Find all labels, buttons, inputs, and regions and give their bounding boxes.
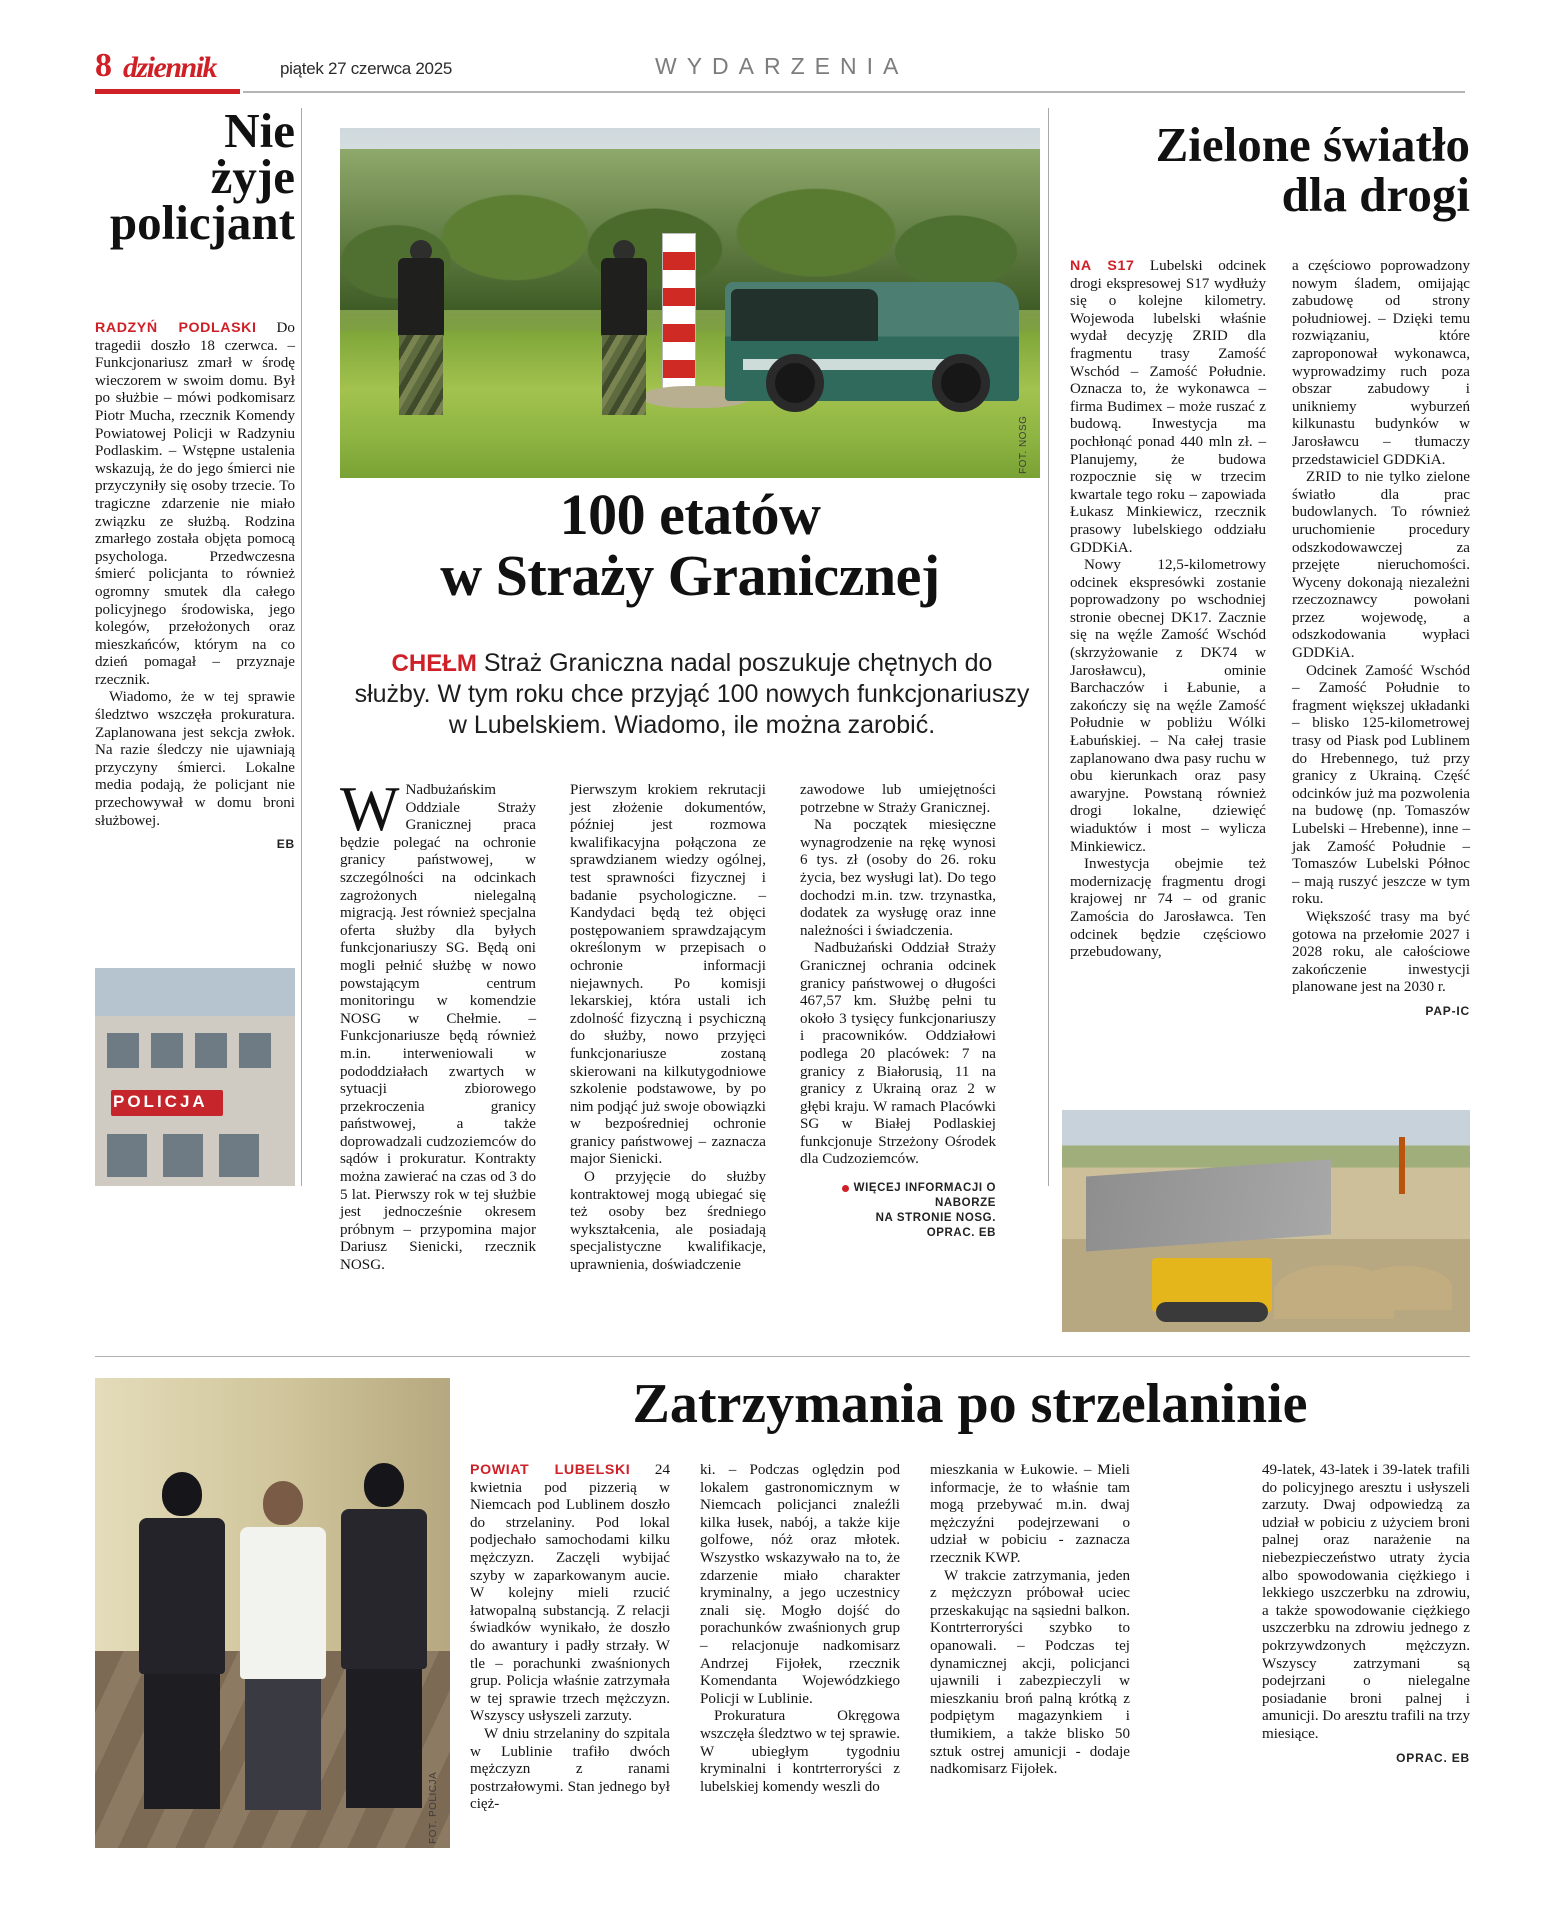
window <box>239 1033 271 1068</box>
masthead <box>95 47 1465 95</box>
column-rule <box>1048 108 1049 1186</box>
balaclava-head <box>162 1472 202 1516</box>
lede-text: Straż Graniczna nadal poszukuje chętnych do służby. W tym roku chce przyjąć 100 nowych funkcjonariuszy w Lubelskiem. Wiadomo, ile można zarobić. <box>354 649 1030 739</box>
paragraph: WNadbużańskim Oddziale Straży Granicznej praca będzie polegać na ochronie granicy państwowej, w szczególności na odcinkach zagrożonych nielegalną migracją. Jest również specjalna oferta służby dla byłych funkcjonariuszy SG. Będą oni mogli pełnić służbę w nowo powstającym centrum monitoringu w komendzie NOSG w Chełmie. – Funkcjonariusze będą również m.in. interweniowali w pododdziałach zwartych w sytuacji zbiorowego przekroczenia granicy państwowej, a także doprowadzali cudzoziemców do sądów i prokuratur. Kontrakty można zawierać na czas od 3 do 5 lat. Pierwszy rok w tej służbie jest jednocześnie okresem próbnym – przypomina major Dariusz Sienicki, rzecznik NOSG. <box>340 774 536 1274</box>
legs <box>245 1679 321 1811</box>
byline-right: PAP-IC <box>1425 1003 1470 1018</box>
dateline-s17: NA S17 <box>1070 258 1135 274</box>
paragraph: Odcinek Zamość Wschód – Zamość Południe to fragment większej układanki – blisko 125-kilometrowej trasy od Piask pod Lublinem do Hrebennego, tuż przy granicy z Ukrainą. Część odcinków już ma pozwolenia na budowę (np. Tomaszów Lubelski – Hrebenne), inne – jak Zamość Południe – Tomaszów Lubelski Północ – mają ruszyć jeszcze w tym roku. <box>1292 662 1470 908</box>
paragraph: a częściowo poprowadzony nowym śladem, omijając zabudowę od strony południowej. – Dzięki temu rozwiązaniu, które zaproponował wykonawca, wyprowadzimy ruch poza obszar zabudowy i unikniemy wyburzeń kilkunastu budynków w Jarosławcu – tłumaczy przedstawiciel GDDKiA. <box>1292 258 1470 468</box>
paragraph: Do tragedii doszło 18 czerwca. – Funkcjonariusz zmarł w środę wieczorem w swoim domu. Był po służbie – mówi podkomisarz Piotr Mucha, rzecznik Komendy Powiatowej Policji w Radzyniu Podlaskim. – Wstępne ustalenia wskazują, że do jego śmierci nie przyczyniły się osoby trzecie. To tragiczne zdarzenie nie miało związku ze służbą. Rodzina zmarłego została objęta pomocą psychologa. Przedwczesna śmierć policjanta to również ogromny smutek dla całego policyjnego środowiska, jego kolegów, przełożonych oraz mieszkańców, którym na co dzień pomagał – przyznaje rzecznik. <box>95 320 295 688</box>
border-guard-photo <box>340 128 1040 478</box>
headline-line-2: dla drogi <box>1281 167 1470 223</box>
center-column-1 <box>340 774 536 1275</box>
center-column-3 <box>800 782 996 1241</box>
bottom-column-1 <box>470 1462 670 1814</box>
legs <box>144 1674 220 1809</box>
officer-masked-right <box>329 1463 439 1811</box>
dateline-chelm: CHEŁM <box>391 650 477 677</box>
road-construction-photo <box>1062 1110 1470 1332</box>
page-number: 8 <box>95 47 111 84</box>
paragraph: W trakcie zatrzymania, jeden z mężczyzn próbował uciec przeskakując na sąsiedni balkon. Kontrterroryści szybko to opanowali. – Podczas tej dynamicznej akcji, policjanci ujawnili i zabezpieczyli w mieszkaniu broń palną krótką z podpiętym magazynkiem i tłumikiem, a także blisko 50 sztuk ostrej amunicji - dodaje nadkomisarz Fijołek. <box>930 1567 1130 1778</box>
officer-legs <box>602 335 646 416</box>
paragraph: Na początek miesięczne wynagrodzenie na rękę wynosi 6 tys. zł (osoby do 26. roku życia, bez wysługi lat). Do tego dochodzi m.in. tzw. trzynastka, dodatek za wysługę oraz inne należności i świadczenia. <box>800 817 996 939</box>
headline-line-3: policjant <box>109 195 295 251</box>
article-bottom-headline <box>470 1373 1470 1435</box>
paragraph: Prokuratura Okręgowa wszczęła śledztwo w tej sprawie. W ubiegłym tygodniu kryminalni i kontrterroryści z lubelskiej komendy weszli do <box>700 1708 900 1795</box>
detained-man-center <box>223 1481 343 1810</box>
photo-credit: FOT. POLICJA <box>428 1771 439 1844</box>
bulldozer <box>1152 1258 1272 1312</box>
dateline-powiat: POWIAT LUBELSKI <box>470 1462 631 1478</box>
paragraph: ki. – Podczas oględzin pod lokalem gastronomicznym w Niemcach policjanci znaleźli kilka łusek, nabój, a także kije golfowe, nóż oraz młotek. Wszystko wskazywało na to, że zdarzenie miało charakter kryminalny, a jego uczestnicy znali się. Mogło dojść do porachunków zwaśnionych grup – relacjonuje nadkomisarz Andrzej Fijołek, rzecznik Komendanta Wojewódzkiego Policji w Lublinie. <box>700 1462 900 1707</box>
border-guard-officer <box>592 240 656 415</box>
vehicle-cabin <box>731 289 878 341</box>
note-line-1: WIĘCEJ INFORMACJI O NABORZE <box>853 1182 996 1210</box>
roadway <box>1086 1159 1331 1252</box>
officer-torso <box>398 258 444 339</box>
headline-line-1: Nie <box>224 103 295 158</box>
paragraph: ZRID to nie tylko zielone światło dla prac budowlanych. To również uruchomienie procedury odszkodowawczej za przejęte nieruchomości. Wyceny dokonają niezależni rzeczoznawcy powołani przez wojewodę, a odszkodowania wypłaci GDDKiA. <box>1292 469 1470 662</box>
head-blurred <box>263 1481 303 1525</box>
byline-left: EB <box>276 837 295 852</box>
section-divider <box>95 1356 1470 1357</box>
vehicle-tyre <box>932 354 990 412</box>
window <box>163 1134 203 1178</box>
balaclava-head <box>364 1463 404 1507</box>
headline-line-2: w Straży Granicznej <box>440 542 940 608</box>
detention-photo <box>95 1378 450 1848</box>
headline-line-2: żyje <box>210 149 295 205</box>
crane <box>1399 1137 1405 1195</box>
note-credit: OPRAC. EB <box>926 1227 996 1240</box>
paragraph: Pierwszym krokiem rekrutacji jest złożenie dokumentów, później jest rozmowa kwalifikacyjna połączona ze sprawdzianem wiedzy ogólnej, test sprawności fizycznej i badanie psychologiczne. – Kandydaci będą też objęci postępowaniem sprawdzającym określonym w przepisach o ochronie informacji niejawnych. Po komisji lekarskiej, która ustali ich zdolność fizyczną i psychiczną do służby, nowo przyjęci funkcjonariusze zostaną skierowani na kilkutygodniowe szkolenie podstawowe, by po nim podjąć już swoje obowiązki w bezpośredniej ochronie granicy państwowej – zaznacza major Sienicki. <box>570 782 766 1168</box>
paragraph: Nowy 12,5-kilometrowy odcinek ekspresówki zostanie poprowadzony po wschodniej stronie obecnej DK17. Zacznie się na węźle Zamość Wschód (skrzyżowanie z DK74 w Jarosławcu), ominie Barchaczów i Łabunie, a zakończy się na węźle Zamość Południe w pobliżu Wólki Łabuńskiej. – Na całej trasie zaplanowano dwa pasy ruchu w obu kierunkach oraz pasy awaryjne. Powstaną również drogi lokalne, dziewięć wiaduktów i most – wylicza Minkiewicz. <box>1070 557 1266 855</box>
article-left <box>95 103 295 251</box>
bottom-column-4 <box>1262 1462 1470 1767</box>
paragraph: Wiadomo, że w tej sprawie śledztwo wszczęła prokuratura. Zaplanowana jest sekcja zwłok. Na razie śledczy nie ujawniają przyczyny śmierci. Lokalne media podają, że policjant nie przechowywał w domu broni służbowej. <box>95 689 295 829</box>
dateline-radzyn: RADZYŃ PODLASKI <box>95 320 257 336</box>
masthead-grey-rule <box>243 91 1465 93</box>
article-center-lede <box>352 648 1032 741</box>
info-note <box>800 1181 996 1241</box>
bottom-column-3 <box>930 1462 1130 1779</box>
center-column-2 <box>570 782 766 1275</box>
paragraph: 49-latek, 43-latek i 39-latek trafili do policyjnego aresztu i usłyszeli zarzuty. Dwaj odpowiedzą za udział w pobiciu z użyciem broni palnej oraz narażenie na niebezpieczeństwo utraty życia albo spowodowania ciężkiego i lekkiego uszczerbku na zdrowiu, a także spowodowanie ciężkiego uszczerbku na zdrowiu jednego z pokrzywdzonych mężczyzn. Wszyscy zatrzymani są podejrzani o nielegalne posiadanie broni palnej i amunicji. Do aresztu trafili na trzy miesiące. <box>1262 1462 1470 1742</box>
police-sign-text: POLICJA <box>113 1092 208 1112</box>
window <box>107 1134 147 1178</box>
paragraph: Nadbużański Oddział Straży Granicznej ochrania odcinek granicy państwowej o długości 467,57 km. Służbę pełni tu około 3 tysięcy funkcjonariuszy i pracowników. Oddziałowi podlega 20 placówek: 7 na granicy z Białorusią, 11 na granicy z Ukrainą oraz 2 w głębi kraju. W ramach Placówki SG w Białej Podlaskiej funkcjonuje Strzeżony Ośrodek dla Cudzoziemców. <box>800 940 996 1168</box>
border-guard-officer <box>389 240 453 415</box>
paragraph: zawodowe lub umiejętności potrzebne w Straży Granicznej. <box>800 782 996 816</box>
legs <box>346 1669 422 1808</box>
window <box>219 1134 259 1178</box>
headline-text: Zatrzymania po strzelaninie <box>632 1373 1308 1435</box>
newspaper-logo: dziennik <box>123 51 217 84</box>
paragraph: Lubelski odcinek drogi ekspresowej S17 wydłuży się o kolejne kilometry. Wojewoda lubelski właśnie wydał decyzję ZRID dla fragmentu trasy Zamość Wschód – Zamość Południe. Oznacza to, że wykonawca – firma Budimex – może ruszać z budową. Inwestycja ma pochłonąć ponad 440 mln zł. – Planujemy, że budowa rozpocznie się w trzecim kwartale tego roku – zapowiada Łukasz Minkiewicz, rzecznik prasowy lubelskiego oddziału GDDKiA. <box>1070 258 1266 556</box>
window <box>107 1033 139 1068</box>
white-tshirt <box>240 1527 326 1678</box>
window <box>151 1033 183 1068</box>
border-guard-vehicle <box>725 282 1019 401</box>
issue-date: piątek 27 czerwca 2025 <box>280 59 453 78</box>
note-line-2: NA STRONIE NOSG. <box>875 1212 996 1225</box>
article-center-headline <box>340 482 1040 608</box>
article-left-body <box>95 320 295 854</box>
window <box>195 1033 227 1068</box>
paragraph: Większość trasy ma być gotowa na przełomie 2027 i 2028 roku, ale całościowe zakończenie inwestycji planowane jest na 2030 r. <box>1292 908 1470 996</box>
paragraph: O przyjęcie do służby kontraktowej mogą ubiegać się też osoby bez średniego wykształcenia, ale posiadają specjalistyczne kwalifikacje, uprawnienia, doświadczenie <box>570 1169 766 1274</box>
right-column-2 <box>1292 258 1470 1021</box>
bottom-column-2 <box>700 1462 900 1796</box>
paragraph: 24 kwietnia pod pizzerią w Niemcach pod Lublinem doszło do strzelaniny. Pod lokal podjechało samochodami kilku mężczyzn. Zaczęli wybijać szyby w zaparkowanym aucie. W kolejny mieli rzucić łatwopalną substancją. Z relacji świadków wynikało, że doszło do awantury i padły strzały. W tle – porachunki zwaśnionych grup. Policja właśnie zatrzymała w tej sprawie trzech mężczyzn. Wszyscy usłyszeli zarzuty. <box>470 1462 670 1725</box>
photo-credit: FOT. NOSG <box>1018 415 1029 474</box>
bullet-dot-icon <box>842 1185 849 1192</box>
masthead-red-rule <box>95 89 240 94</box>
paragraph: Inwestycja obejmie też modernizację fragmentu drogi krajowej nr 74 – od granic Zamościa do Jarosławca. Ten odcinek będzie częściowo przebudowany, <box>1070 856 1266 961</box>
byline-bottom: OPRAC. EB <box>1396 1750 1470 1765</box>
earth-mound <box>1356 1266 1452 1310</box>
police-station-photo <box>95 968 295 1186</box>
torso <box>341 1509 427 1669</box>
right-column-1 <box>1070 258 1266 962</box>
headline-line-1: Zielone światło <box>1155 117 1470 172</box>
article-right-headline <box>1070 117 1470 223</box>
officer-torso <box>601 258 647 339</box>
section-title: WYDARZENIA <box>655 53 909 79</box>
paragraph: W dniu strzelaniny do szpitala w Lublinie trafiło dwóch mężczyzn z ranami postrzałowymi. Stan jednego był cięż- <box>470 1725 670 1813</box>
headline-line-1: 100 etatów <box>559 482 821 547</box>
torso <box>139 1518 225 1674</box>
article-left-headline <box>95 103 295 251</box>
officer-masked-left <box>127 1472 237 1810</box>
officer-legs <box>399 335 443 416</box>
border-post <box>662 233 696 394</box>
paragraph: mieszkania w Łukowie. – Mieli informacje, że to właśnie tam mogą przebywać m.in. dwaj mężczyźni podejrzewani o udział w pobiciu - zaznacza rzecznik KWP. <box>930 1462 1130 1566</box>
column-rule <box>301 108 302 1186</box>
vehicle-tyre <box>766 354 824 412</box>
bulldozer-track <box>1156 1302 1268 1322</box>
